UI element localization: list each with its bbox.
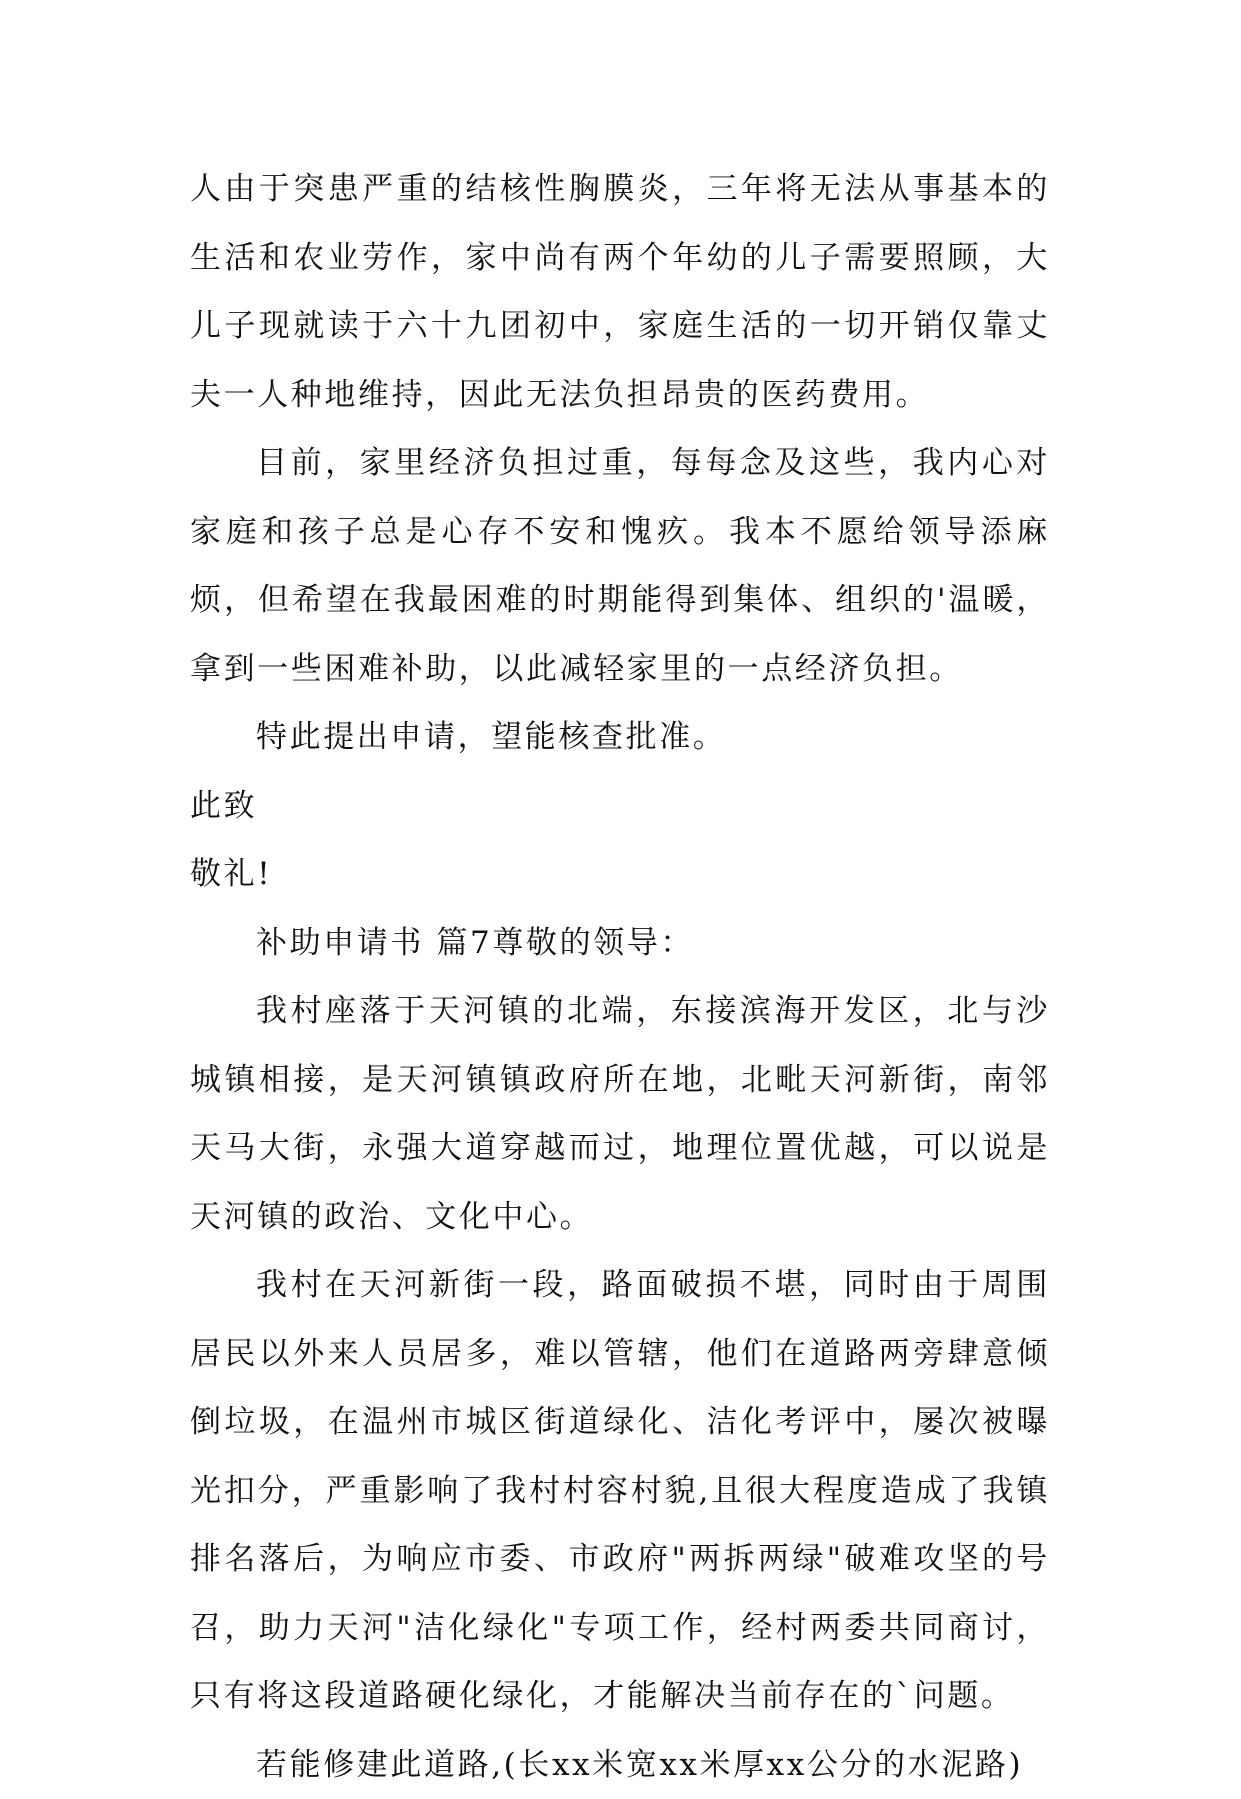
document-body <box>190 155 1050 1799</box>
paragraph-7: 我村座落于天河镇的北端，东接滨海开发区，北与沙城镇相接，是天河镇镇政府所在地，北毗天河新街，南邻天马大街，永强大道穿越而过，地理位置优越，可以说是天河镇的政治、文化中心。 <box>190 977 1050 1251</box>
paragraph-1: 人由于突患严重的结核性胸膜炎，三年将无法从事基本的生活和农业劳作，家中尚有两个年幼的儿子需要照顾，大儿子现就读于六十九团初中，家庭生活的一切开销仅靠丈夫一人种地维持，因此无法负担昂贵的医药费用。 <box>190 155 1050 429</box>
closing-salutation-2: 敬礼! <box>190 840 1050 909</box>
section-heading: 补助申请书 篇7尊敬的领导： <box>190 909 1050 978</box>
closing-salutation-1: 此致 <box>190 772 1050 841</box>
paragraph-8: 我村在天河新街一段，路面破损不堪，同时由于周围居民以外来人员居多，难以管辖，他们在道路两旁肆意倾倒垃圾，在温州市城区街道绿化、洁化考评中，屡次被曝光扣分，严重影响了我村村容村貌,且很大程度造成了我镇排名落后，为响应市委、市政府"两拆两绿"破难攻坚的号召，助力天河"洁化绿化"专项工作，经村两委共同商讨，只有将这段道路硬化绿化，才能解决当前存在的`问题。 <box>190 1251 1050 1731</box>
paragraph-9: 若能修建此道路,(长xx米宽xx米厚xx公分的水泥路) <box>190 1731 1050 1799</box>
paragraph-2: 目前，家里经济负担过重，每每念及这些，我内心对家庭和孩子总是心存不安和愧疚。我本不愿给领导添麻烦，但希望在我最困难的时期能得到集体、组织的'温暖，拿到一些困难补助，以此减轻家里的一点经济负担。 <box>190 429 1050 703</box>
paragraph-3: 特此提出申请，望能核查批准。 <box>190 703 1050 772</box>
